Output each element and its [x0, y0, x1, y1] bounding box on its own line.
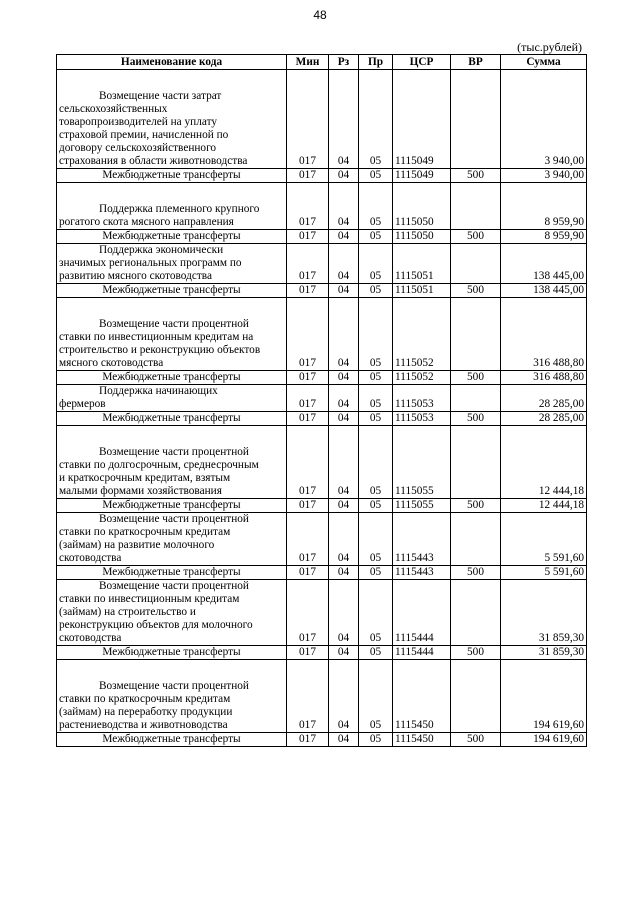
- row-name-line: реконструкцию объектов для молочного: [59, 619, 253, 631]
- row-spacer: [59, 70, 284, 90]
- cell-rz: 04: [329, 660, 359, 733]
- cell-sum: 28 285,00: [501, 412, 587, 426]
- cell-min: 017: [287, 230, 329, 244]
- row-name-line: Межбюджетные трансферты: [102, 284, 241, 296]
- cell-sum: 316 488,80: [501, 371, 587, 385]
- row-name-line: ставки по краткосрочным кредитам: [59, 693, 231, 705]
- cell-vr: [451, 183, 501, 230]
- cell-rz: 04: [329, 566, 359, 580]
- row-name-line: ставки по долгосрочным, среднесрочным: [59, 459, 259, 471]
- row-name-first-line: [59, 318, 284, 331]
- table-row-subtotal: [57, 230, 587, 244]
- row-name-line: развитию мясного скотоводства: [59, 270, 212, 282]
- row-name-line: фермеров: [59, 398, 106, 410]
- row-name-line: (займам) на развитие молочного: [59, 539, 215, 551]
- cell-sum: 12 444,18: [501, 426, 587, 499]
- row-name-line: мясного скотоводства: [59, 357, 164, 369]
- cell-min: 017: [287, 371, 329, 385]
- row-name-line: (займам) на переработку продукции: [59, 706, 233, 718]
- row-name-first-line: [59, 446, 284, 459]
- row-name-line: и краткосрочным кредитам, взятым: [59, 472, 231, 484]
- row-name-first-line: [59, 680, 284, 693]
- row-name-line: сельскохозяйственных: [59, 103, 168, 115]
- cell-csr: 1115053: [393, 385, 451, 412]
- cell-sum: 138 445,00: [501, 244, 587, 284]
- table-row: [57, 513, 587, 566]
- table-body: [57, 70, 587, 747]
- cell-rz: 04: [329, 646, 359, 660]
- row-name-transfer: [57, 733, 287, 747]
- row-name: [57, 244, 287, 284]
- cell-min: 017: [287, 298, 329, 371]
- cell-min: 017: [287, 646, 329, 660]
- cell-pr: 05: [359, 230, 393, 244]
- cell-min: 017: [287, 412, 329, 426]
- cell-csr: 1115443: [393, 566, 451, 580]
- cell-csr: 1115050: [393, 183, 451, 230]
- cell-pr: 05: [359, 284, 393, 298]
- row-name-transfer: [57, 412, 287, 426]
- cell-sum: 194 619,60: [501, 733, 587, 747]
- table-row-subtotal: [57, 646, 587, 660]
- units-label: (тыс.рублей): [517, 40, 582, 54]
- cell-sum: 316 488,80: [501, 298, 587, 371]
- cell-csr: 1115053: [393, 412, 451, 426]
- row-name: [57, 426, 287, 499]
- cell-sum: 5 591,60: [501, 566, 587, 580]
- row-spacer: [59, 298, 284, 318]
- row-name-transfer: [57, 230, 287, 244]
- row-name-first-line: [59, 513, 284, 526]
- row-name-line: страховой премии, начисленной по: [59, 129, 229, 141]
- header-csr: ЦСР: [393, 55, 451, 70]
- row-name-transfer: [57, 646, 287, 660]
- row-name-text: Поддержка экономически: [99, 244, 224, 256]
- cell-vr: [451, 244, 501, 284]
- header-min: Мин: [287, 55, 329, 70]
- cell-rz: 04: [329, 244, 359, 284]
- row-name-first-line: [59, 244, 284, 257]
- row-name-first-line: [59, 580, 284, 593]
- cell-vr: [451, 426, 501, 499]
- cell-rz: 04: [329, 284, 359, 298]
- cell-min: 017: [287, 70, 329, 169]
- row-name-transfer: [57, 371, 287, 385]
- row-name-text: Возмещение части процентной: [99, 513, 249, 525]
- row-name: [57, 70, 287, 169]
- row-name-first-line: [59, 90, 284, 103]
- cell-min: 017: [287, 169, 329, 183]
- cell-min: 017: [287, 660, 329, 733]
- row-name-transfer: [57, 169, 287, 183]
- row-spacer: [59, 183, 284, 203]
- row-name-line: ставки по краткосрочным кредитам: [59, 526, 231, 538]
- cell-pr: 05: [359, 426, 393, 499]
- cell-rz: 04: [329, 70, 359, 169]
- cell-vr: 500: [451, 412, 501, 426]
- cell-min: 017: [287, 580, 329, 646]
- cell-min: 017: [287, 385, 329, 412]
- row-name-line: скотоводства: [59, 632, 122, 644]
- row-name-line: договору сельскохозяйственного: [59, 142, 217, 154]
- cell-rz: 04: [329, 298, 359, 371]
- cell-rz: 04: [329, 499, 359, 513]
- cell-vr: 500: [451, 566, 501, 580]
- table-row: [57, 385, 587, 412]
- cell-min: 017: [287, 513, 329, 566]
- cell-vr: 500: [451, 169, 501, 183]
- cell-pr: 05: [359, 580, 393, 646]
- cell-min: 017: [287, 733, 329, 747]
- row-name: [57, 580, 287, 646]
- row-name-text: Возмещение части процентной: [99, 580, 249, 592]
- cell-sum: 3 940,00: [501, 169, 587, 183]
- header-vr: ВР: [451, 55, 501, 70]
- cell-csr: 1115051: [393, 244, 451, 284]
- cell-rz: 04: [329, 412, 359, 426]
- table-row-subtotal: [57, 371, 587, 385]
- row-name-text: Возмещение части процентной: [99, 680, 249, 692]
- header-pr: Пр: [359, 55, 393, 70]
- row-name-transfer: [57, 566, 287, 580]
- cell-vr: 500: [451, 499, 501, 513]
- cell-sum: 8 959,90: [501, 183, 587, 230]
- row-name: [57, 183, 287, 230]
- table-row: [57, 298, 587, 371]
- cell-vr: [451, 660, 501, 733]
- row-name: [57, 513, 287, 566]
- cell-rz: 04: [329, 371, 359, 385]
- cell-csr: 1115049: [393, 70, 451, 169]
- header-sum: Сумма: [501, 55, 587, 70]
- row-name-line: скотоводства: [59, 552, 122, 564]
- row-name: [57, 385, 287, 412]
- cell-pr: 05: [359, 499, 393, 513]
- cell-vr: 500: [451, 284, 501, 298]
- cell-sum: 194 619,60: [501, 660, 587, 733]
- cell-vr: [451, 298, 501, 371]
- cell-min: 017: [287, 183, 329, 230]
- row-spacer: [59, 426, 284, 446]
- page-number: 48: [313, 8, 327, 22]
- cell-csr: 1115450: [393, 733, 451, 747]
- cell-csr: 1115052: [393, 298, 451, 371]
- cell-vr: 500: [451, 733, 501, 747]
- cell-rz: 04: [329, 169, 359, 183]
- row-name-line: товаропроизводителей на уплату: [59, 116, 218, 128]
- cell-csr: 1115444: [393, 580, 451, 646]
- row-name-line: (займам) на строительство и: [59, 606, 196, 618]
- row-name-transfer: [57, 499, 287, 513]
- cell-vr: 500: [451, 646, 501, 660]
- row-name-line: малыми формами хозяйствования: [59, 485, 222, 497]
- cell-vr: [451, 70, 501, 169]
- cell-sum: 3 940,00: [501, 70, 587, 169]
- table-row-subtotal: [57, 284, 587, 298]
- cell-vr: [451, 513, 501, 566]
- cell-csr: 1115052: [393, 371, 451, 385]
- row-name-text: Поддержка племенного крупного: [99, 203, 260, 215]
- row-name-line: Межбюджетные трансферты: [102, 646, 241, 658]
- table-row: [57, 70, 587, 169]
- table-row: [57, 580, 587, 646]
- cell-vr: 500: [451, 230, 501, 244]
- cell-pr: 05: [359, 298, 393, 371]
- cell-rz: 04: [329, 426, 359, 499]
- table-row-subtotal: [57, 499, 587, 513]
- cell-rz: 04: [329, 183, 359, 230]
- cell-sum: 31 859,30: [501, 646, 587, 660]
- cell-vr: [451, 385, 501, 412]
- cell-sum: 28 285,00: [501, 385, 587, 412]
- cell-sum: 5 591,60: [501, 513, 587, 566]
- table-row: [57, 426, 587, 499]
- cell-csr: 1115050: [393, 230, 451, 244]
- cell-vr: 500: [451, 371, 501, 385]
- row-name-line: растениеводства и животноводства: [59, 719, 228, 731]
- row-name-line: Межбюджетные трансферты: [102, 566, 241, 578]
- cell-min: 017: [287, 499, 329, 513]
- cell-rz: 04: [329, 513, 359, 566]
- table-header-row: [57, 55, 587, 70]
- row-name-line: Межбюджетные трансферты: [102, 230, 241, 242]
- table-row-subtotal: [57, 412, 587, 426]
- row-name-text: Возмещение части процентной: [99, 446, 249, 458]
- row-name-transfer: [57, 284, 287, 298]
- table-row: [57, 244, 587, 284]
- cell-pr: 05: [359, 183, 393, 230]
- cell-csr: 1115051: [393, 284, 451, 298]
- cell-sum: 8 959,90: [501, 230, 587, 244]
- cell-rz: 04: [329, 230, 359, 244]
- header-name: Наименование кода: [57, 55, 287, 70]
- row-name-line: страхования в области животноводства: [59, 155, 248, 167]
- cell-pr: 05: [359, 169, 393, 183]
- cell-sum: 31 859,30: [501, 580, 587, 646]
- cell-csr: 1115444: [393, 646, 451, 660]
- table-row-subtotal: [57, 169, 587, 183]
- table-row-subtotal: [57, 733, 587, 747]
- row-name-line: Межбюджетные трансферты: [102, 371, 241, 383]
- row-name-first-line: [59, 385, 284, 398]
- row-name-line: Межбюджетные трансферты: [102, 499, 241, 511]
- row-name-line: Межбюджетные трансферты: [102, 412, 241, 424]
- row-name-line: значимых региональных программ по: [59, 257, 242, 269]
- row-name-text: Возмещение части затрат: [99, 90, 222, 102]
- row-name-line: рогатого скота мясного направления: [59, 216, 234, 228]
- row-name-line: строительство и реконструкцию объектов: [59, 344, 261, 356]
- cell-pr: 05: [359, 70, 393, 169]
- row-name-text: Поддержка начинающих: [99, 385, 218, 397]
- cell-sum: 138 445,00: [501, 284, 587, 298]
- cell-csr: 1115055: [393, 499, 451, 513]
- row-name-first-line: [59, 203, 284, 216]
- row-name: [57, 298, 287, 371]
- cell-csr: 1115443: [393, 513, 451, 566]
- cell-csr: 1115450: [393, 660, 451, 733]
- row-name-text: Возмещение части процентной: [99, 318, 249, 330]
- budget-table: [56, 54, 587, 747]
- row-name-line: ставки по инвестиционным кредитам на: [59, 331, 254, 343]
- cell-pr: 05: [359, 371, 393, 385]
- table-row: [57, 660, 587, 733]
- cell-pr: 05: [359, 646, 393, 660]
- row-name-line: Межбюджетные трансферты: [102, 169, 241, 181]
- cell-rz: 04: [329, 580, 359, 646]
- cell-csr: 1115055: [393, 426, 451, 499]
- cell-min: 017: [287, 244, 329, 284]
- cell-rz: 04: [329, 385, 359, 412]
- cell-rz: 04: [329, 733, 359, 747]
- cell-pr: 05: [359, 244, 393, 284]
- cell-min: 017: [287, 566, 329, 580]
- header-rz: Рз: [329, 55, 359, 70]
- table-row: [57, 183, 587, 230]
- cell-csr: 1115049: [393, 169, 451, 183]
- row-name-line: ставки по инвестиционным кредитам: [59, 593, 240, 605]
- row-spacer: [59, 660, 284, 680]
- cell-pr: 05: [359, 412, 393, 426]
- cell-min: 017: [287, 284, 329, 298]
- cell-pr: 05: [359, 733, 393, 747]
- table-row-subtotal: [57, 566, 587, 580]
- row-name: [57, 660, 287, 733]
- cell-min: 017: [287, 426, 329, 499]
- cell-pr: 05: [359, 513, 393, 566]
- row-name-line: Межбюджетные трансферты: [102, 733, 241, 745]
- cell-pr: 05: [359, 566, 393, 580]
- cell-pr: 05: [359, 385, 393, 412]
- cell-pr: 05: [359, 660, 393, 733]
- cell-sum: 12 444,18: [501, 499, 587, 513]
- cell-vr: [451, 580, 501, 646]
